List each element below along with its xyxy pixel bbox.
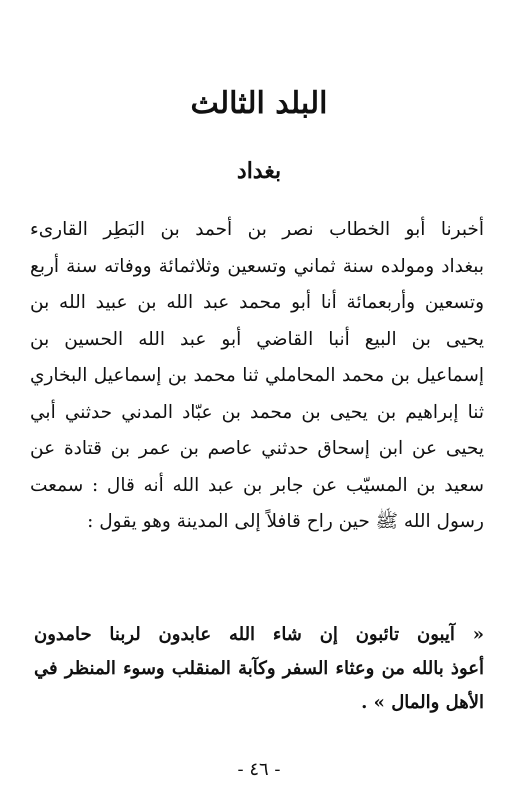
text-line: وتسعين وأربعمائة أنا أبو محمد عبد الله بن عبيد الله بن bbox=[30, 292, 484, 313]
quote-line: الأهل والمال » . bbox=[361, 692, 484, 713]
quote-line: أعوذ بالله من وعثاء السفر وكآبة المنقلب وسوء المنظر في bbox=[34, 658, 484, 679]
text-line: ثنا إبراهيم بن يحيى بن محمد بن عبّاد المدني حدثني أبي bbox=[30, 401, 484, 423]
chapter-title: البلد الثالث bbox=[190, 86, 328, 121]
quote-line: « آيبون تائبون إن شاء الله عابدون لربنا حامدون bbox=[34, 624, 484, 645]
body-paragraph bbox=[30, 212, 484, 541]
text-line: إسماعيل بن محمد المحاملي ثنا محمد بن إسماعيل البخاري bbox=[30, 365, 484, 386]
text-line: أخبرنا أبو الخطاب نصر بن أحمد بن البَطِر القارىء bbox=[30, 219, 484, 240]
page-number: - ٤٦ - bbox=[237, 759, 281, 780]
text-line: ببغداد ومولده سنة ثماني وتسعين وثلاثمائة ووفاته سنة أربع bbox=[30, 255, 484, 277]
hadith-quote bbox=[34, 618, 484, 720]
section-title: بغداد bbox=[236, 158, 282, 184]
text-line: يحيى بن البيع أنبا القاضي أبو عبد الله الحسين بن bbox=[30, 328, 484, 350]
text-line: سعيد بن المسيّب عن جابر بن عبد الله أنه قال : سمعت bbox=[30, 474, 484, 496]
text-line: رسول الله ﷺ حين راح قافلاً إلى المدينة وهو يقول : bbox=[87, 511, 484, 532]
text-line: يحيى عن ابن إسحاق حدثني عاصم بن عمر بن قتادة عن bbox=[30, 438, 484, 459]
